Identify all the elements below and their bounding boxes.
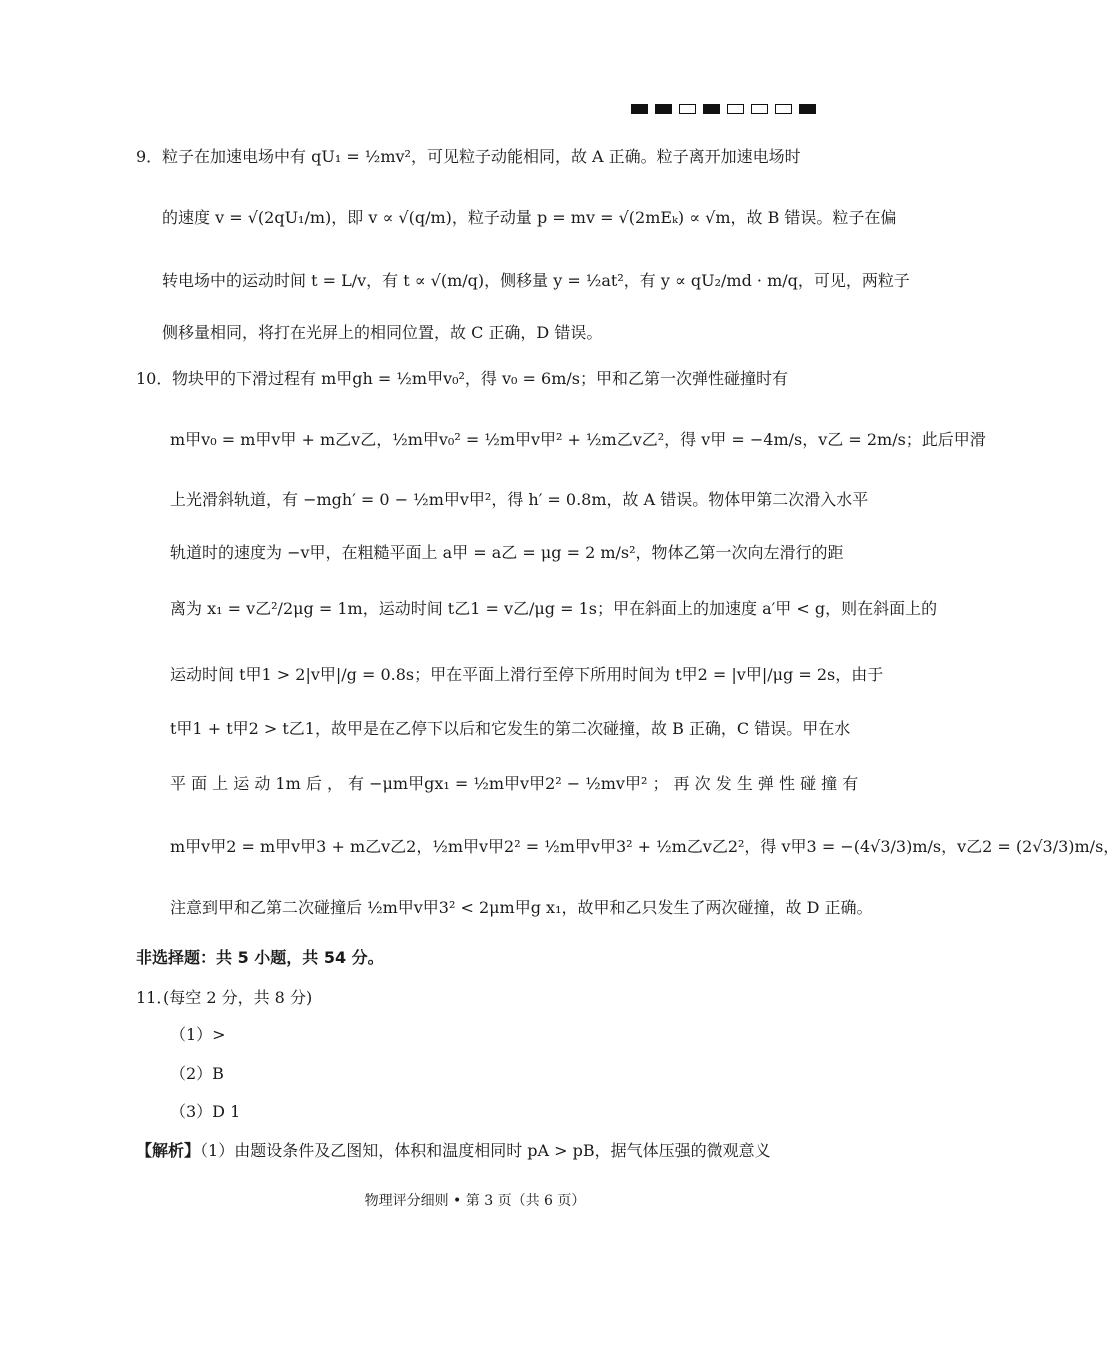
q11-answer-2: （2）B — [170, 1064, 224, 1083]
q10-line-1: 物块甲的下滑过程有 m甲gh = ½m甲v₀²，得 v₀ = 6m/s；甲和乙第一次弹性碰撞时有 — [172, 369, 789, 388]
header-mark — [655, 104, 672, 114]
q11-analysis — [136, 1140, 771, 1162]
q10-line-4: 轨道时的速度为 −v甲，在粗糙平面上 a甲 = a乙 = μg = 2 m/s²，物体乙第一次向左滑行的距 — [170, 543, 844, 562]
header-marks — [631, 104, 816, 114]
q9-line-1: 粒子在加速电场中有 qU₁ = ½mv²，可见粒子动能相同，故 A 正确。粒子离开加速电场时 — [162, 147, 801, 166]
header-mark — [751, 104, 768, 114]
q10-number: 10． — [136, 369, 173, 388]
q10-line-2: m甲v₀ = m甲v甲 + m乙v乙，½m甲v₀² = ½m甲v甲² + ½m乙v乙²，得 v甲 = −4m/s，v乙 = 2m/s；此后甲滑 — [170, 430, 986, 449]
analysis-text: （1）由题设条件及乙图知，体积和温度相同时 pA > pB，据气体压强的微观意义 — [200, 1141, 771, 1160]
q11-answer-3: （3）D 1 — [170, 1102, 241, 1121]
q9-line-3: 转电场中的运动时间 t = L/v，有 t ∝ √(m/q)，侧移量 y = ½at²，有 y ∝ qU₂/md · m/q，可见，两粒子 — [162, 271, 910, 290]
q10-line-5: 离为 x₁ = v乙²/2μg = 1m，运动时间 t乙1 = v乙/μg = 1s；甲在斜面上的加速度 a′甲 < g，则在斜面上的 — [170, 599, 938, 618]
q10-line-9: m甲v甲2 = m甲v甲3 + m乙v乙2，½m甲v甲2² = ½m甲v甲3² + ½m乙v乙2²，得 v甲3 = −(4√3/3)m/s，v乙2 = (2√3/3)m/s， — [170, 837, 1119, 856]
page-footer: 物理评分细则 • 第 3 页（共 6 页） — [364, 1193, 586, 1209]
q11-number: 11． — [136, 988, 173, 1007]
header-mark — [775, 104, 792, 114]
header-mark — [727, 104, 744, 114]
q10-line-7: t甲1 + t甲2 > t乙1，故甲是在乙停下以后和它发生的第二次碰撞，故 B 正确，C 错误。甲在水 — [170, 719, 851, 738]
q9-line-4: 侧移量相同，将打在光屏上的相同位置，故 C 正确，D 错误。 — [162, 323, 603, 342]
header-mark — [799, 104, 816, 114]
section-heading: 非选择题：共 5 小题，共 54 分。 — [136, 948, 384, 967]
header-mark — [679, 104, 696, 114]
q10-line-3: 上光滑斜轨道，有 −mgh′ = 0 − ½m甲v甲²，得 h′ = 0.8m，故 A 错误。物体甲第二次滑入水平 — [170, 490, 869, 509]
analysis-tag: 【解析】 — [136, 1141, 201, 1160]
q9-line-2: 的速度 v = √(2qU₁/m)，即 v ∝ √(q/m)，粒子动量 p = mv = √(2mEₖ) ∝ √m，故 B 错误。粒子在偏 — [162, 208, 897, 227]
q11-score: (每空 2 分，共 8 分) — [163, 988, 313, 1007]
header-mark — [631, 104, 648, 114]
q10-line-8: 平 面 上 运 动 1m 后 ， 有 −μm甲gx₁ = ½m甲v甲2² − ½mv甲² ； 再 次 发 生 弹 性 碰 撞 有 — [170, 774, 859, 793]
q11-answer-1: （1）> — [170, 1025, 226, 1044]
q10-line-10: 注意到甲和乙第二次碰撞后 ½m甲v甲3² < 2μm甲g x₁，故甲和乙只发生了两次碰撞，故 D 正确。 — [170, 898, 873, 917]
q10-line-6: 运动时间 t甲1 > 2|v甲|/g = 0.8s；甲在平面上滑行至停下所用时间为 t甲2 = |v甲|/μg = 2s，由于 — [170, 665, 884, 684]
q9-number: 9． — [136, 147, 163, 166]
header-mark — [703, 104, 720, 114]
